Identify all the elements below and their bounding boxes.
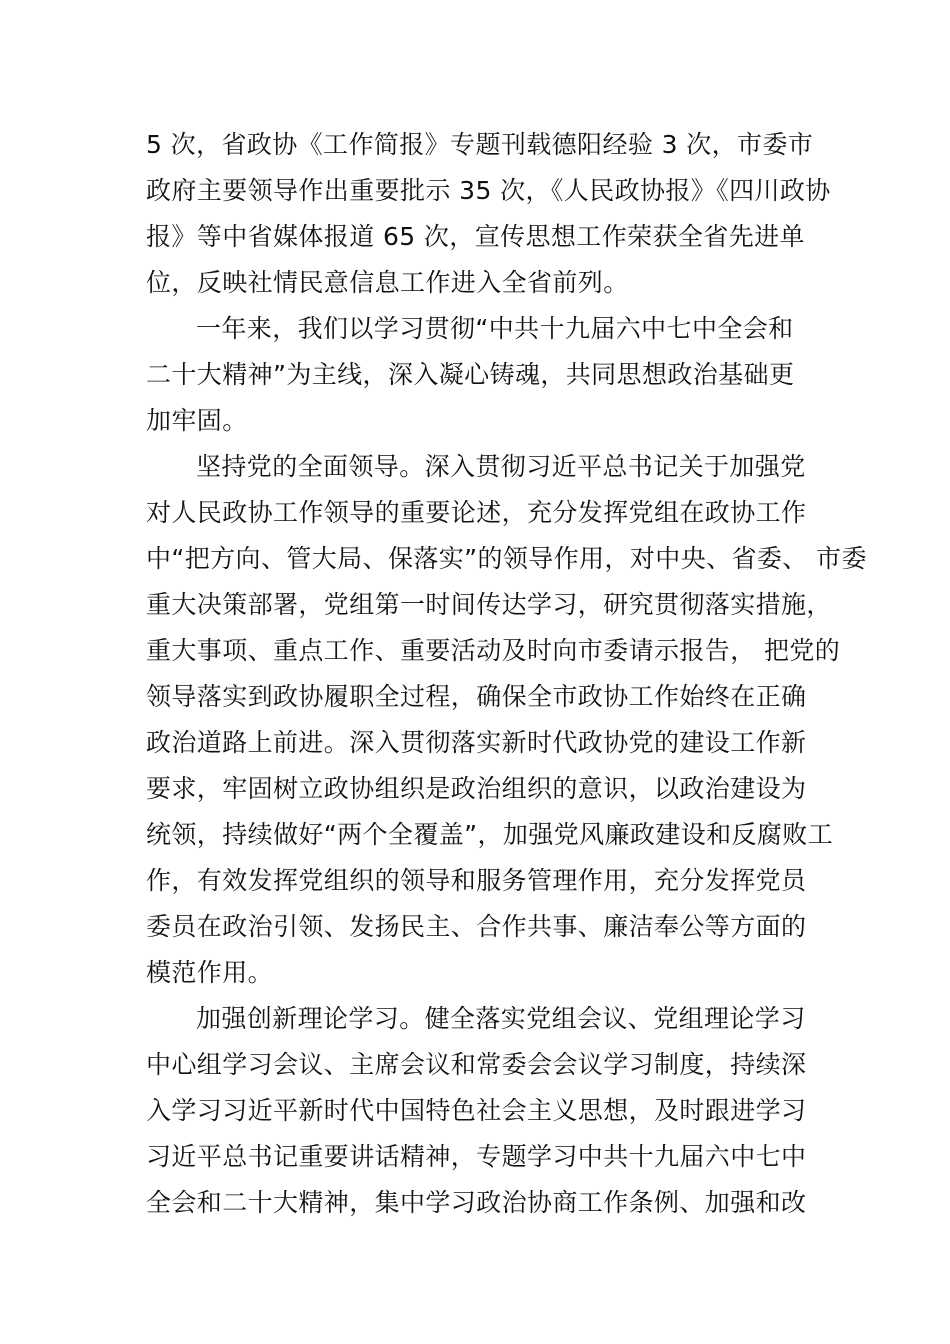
- text-line: 全会和二十大精神，集中学习政治协商工作条例、加强和改: [146, 1188, 807, 1217]
- text-line: 二十大精神”为主线，深入凝心铸魂，共同思想政治基础更: [146, 360, 795, 389]
- text-line: 习近平总书记重要讲话精神，专题学习中共十九届六中七中: [146, 1142, 807, 1171]
- paragraph-2: [146, 306, 816, 444]
- paragraph-4: [146, 996, 816, 1226]
- text-line: 对人民政协工作领导的重要论述，充分发挥党组在政协工作: [146, 498, 807, 527]
- text-line: 重大决策部署，党组第一时间传达学习，研究贯彻落实措施，: [146, 590, 832, 619]
- text-line: 模范作用。: [146, 958, 274, 987]
- text-line: 坚持党的全面领导。深入贯彻习近平总书记关于加强党: [196, 452, 806, 481]
- text-line: 中心组学习会议、主席会议和常委会会议学习制度，持续深: [146, 1050, 807, 1079]
- text-line: 作，有效发挥党组织的领导和服务管理作用，充分发挥党员: [146, 866, 807, 895]
- text-line: 5 次，省政协《工作简报》专题刊载德阳经验 3 次，市委市: [146, 130, 814, 159]
- text-line: 重大事项、重点工作、重要活动及时向市委请示报告， 把党的: [146, 636, 841, 665]
- text-line: 入学习习近平新时代中国特色社会主义思想，及时跟进学习: [146, 1096, 807, 1125]
- text-line: 政治道路上前进。深入贯彻落实新时代政协党的建设工作新: [146, 728, 807, 757]
- text-line: 一年来，我们以学习贯彻“中共十九届六中七中全会和: [196, 314, 794, 343]
- text-line: 要求，牢固树立政协组织是政治组织的意识，以政治建设为: [146, 774, 807, 803]
- paragraph-1: [146, 122, 831, 306]
- text-line: 位，反映社情民意信息工作进入全省前列。: [146, 268, 629, 297]
- text-line: 中“把方向、管大局、保落实”的领导作用，对中央、省委、 市委: [146, 544, 867, 573]
- text-line: 加强创新理论学习。健全落实党组会议、党组理论学习: [196, 1004, 806, 1033]
- text-line: 委员在政治引领、发扬民主、合作共事、廉洁奉公等方面的: [146, 912, 807, 941]
- text-line: 加牢固。: [146, 406, 248, 435]
- text-line: 领导落实到政协履职全过程，确保全市政协工作始终在正确: [146, 682, 807, 711]
- text-line: 政府主要领导作出重要批示 35 次，《人民政协报》《四川政协: [146, 176, 831, 205]
- paragraph-3: [146, 444, 867, 996]
- text-line: 报》等中省媒体报道 65 次，宣传思想工作荣获全省先进单: [146, 222, 805, 251]
- text-line: 统领，持续做好“两个全覆盖”，加强党风廉政建设和反腐败工: [146, 820, 834, 849]
- document-body: [146, 122, 867, 1226]
